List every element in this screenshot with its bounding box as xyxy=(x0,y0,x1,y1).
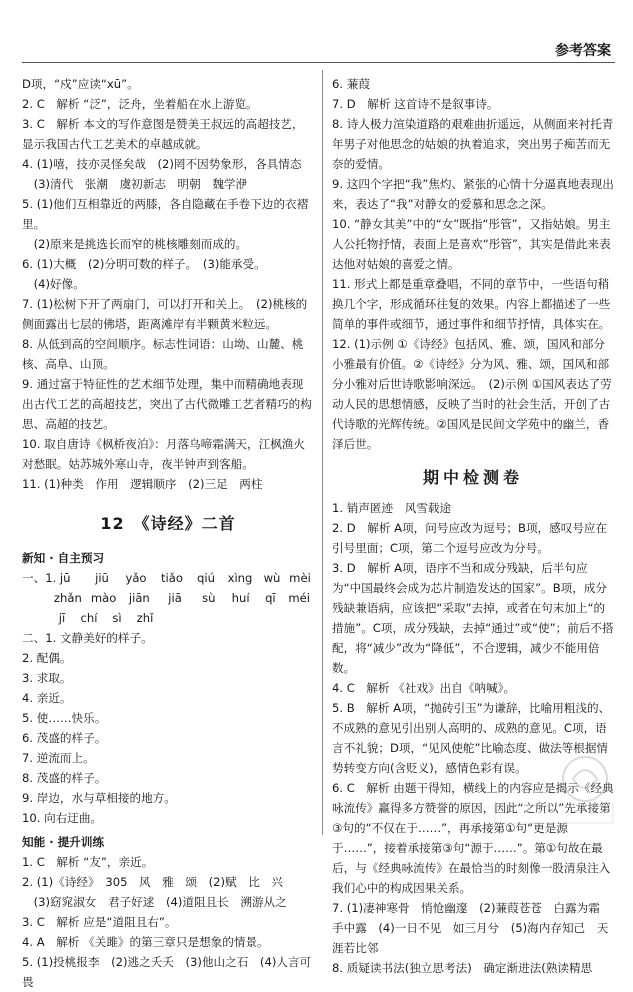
answer-item: 3. D 解析 A项，语序不当和成分残缺，后半句应为“中国最终会成为芯片制造发达的国家”。B项，成分残缺兼语病，应该把“采取”去掉，或者在句末加上“的措施”。C项，成分残缺，去掉“通过”或“使”；前后不搭配，将“减少”改为“降低”，不合逻辑，减少不能用倍数。 xyxy=(332,561,614,675)
list-item: 3. 求取。 xyxy=(22,671,72,685)
pinyin-cell: jiū xyxy=(95,571,109,585)
answer-item: 12. (1)示例 ①《诗经》包括风、雅、颂，国风和部分小雅最有价值。②《诗经》分为风、雅、颂，国风和部分小雅对后世诗歌影响深远。 (2)示例 ①国风表达了劳动人民的思想情感，反映了当时的社会生活，开创了古代诗歌的光辉传统。②国风是民间文学苑中的幽兰，香泽后世。 xyxy=(332,337,612,451)
right-column xyxy=(332,74,614,978)
pinyin-cell: méi xyxy=(288,591,310,605)
list-item: 2. 配偶。 xyxy=(22,651,72,665)
answer-item: 1. 销声匿迹 风雪载途 xyxy=(332,501,452,515)
training-list xyxy=(22,852,314,992)
answer-item: 2. D 解析 A项，问号应改为逗号；B项，感叹号应在引号里面；C项，第二个逗号应改为分号。 xyxy=(332,521,608,555)
pinyin-cell: chí xyxy=(80,611,98,625)
pinyin-cell: jiā xyxy=(168,591,182,605)
pinyin-row xyxy=(22,568,314,588)
pinyin-cell: wù xyxy=(263,571,281,585)
header-rule xyxy=(22,62,615,63)
pinyin-cell: huí xyxy=(231,591,250,605)
pinyin-cell: mào xyxy=(90,591,117,605)
pinyin-cell: sì xyxy=(112,611,122,625)
list-item: 8. 茂盛的样子。 xyxy=(22,771,107,785)
answer-item: 10. “静女其美”中的“女”既指“彤管”，又指姑娘。男主人公托物抒情，表面上是喜欢“彤管”，其实是借此来表达他对姑娘的喜爱之情。 xyxy=(332,217,611,271)
answer-item: 4. (1)嘻，技亦灵怪矣哉 (2)罔不因势象形，各具情态 xyxy=(22,157,302,171)
answer-item: 9. 这四个字把“我”焦灼、紧张的心情十分逼真地表现出来，表达了“我”对静女的爱慕和思念之深。 xyxy=(332,177,614,211)
answer-item: 7. (1)松树下开了两扇门，可以打开和关上。 (2)桃核的侧面露出七层的佛塔，距离滩岸有半颗黄米粒远。 xyxy=(22,297,308,331)
column-divider xyxy=(322,70,323,835)
list-item: 1. C 解析 “友”，亲近。 xyxy=(22,855,154,869)
answer-item: 4. C 解析 《社戏》出自《呐喊》。 xyxy=(332,681,516,695)
section-title: 12 《诗经》二首 xyxy=(100,514,236,533)
section-title: 期中检测卷 xyxy=(422,468,523,487)
list-item: 9. 岸边，水与草相接的地方。 xyxy=(22,791,176,805)
pinyin-cell: tiǎo xyxy=(161,571,183,585)
list-item: 2. (1)《诗经》 305 风 雅 颂 (2)赋 比 兴 xyxy=(22,875,284,889)
exam-list xyxy=(332,498,614,978)
answer-item: 10. 取自唐诗《枫桥夜泊》：月落乌啼霜满天，江枫渔火对愁眠。姑苏城外寒山寺，夜半钟声到客船。 xyxy=(22,437,305,471)
answer-item: D项，“戍”应读“xū”。 xyxy=(22,77,139,91)
list-item: 5. (1)投桃报李 (2)逃之夭夭 (3)他山之石 (4)人言可畏 xyxy=(22,955,312,989)
left-column xyxy=(22,74,314,992)
answer-item: 5. B 解析 A项，“抛砖引玉”为谦辞，比喻用粗浅的、不成熟的意见引出别人高明的、成熟的意见。C项，语言不礼貌；D项，“见风使舵”比喻态度、做法等根据情势转变方向(含贬义)，感情色彩有误。 xyxy=(332,701,611,775)
list-item: 7. 逆流而上。 xyxy=(22,751,95,765)
list-item: 10. 向右迂曲。 xyxy=(22,811,103,825)
pinyin-cell: zhǎn xyxy=(53,591,82,605)
pinyin-row xyxy=(22,608,314,628)
pinyin-cell: qī xyxy=(265,591,276,605)
pinyin-row xyxy=(22,588,314,608)
watermark-logo xyxy=(489,749,619,827)
list-item: 5. 使……快乐。 xyxy=(22,711,107,725)
answer-item: 6. (1)大概 (2)分明可数的样子。 (3)能承受。 xyxy=(22,257,266,271)
answer-item: (4)好像。 xyxy=(22,277,85,291)
list-item: 3. C 解析 应是“道阻且右”。 xyxy=(22,915,177,929)
page-header xyxy=(0,0,633,60)
pinyin-cell: jiān xyxy=(128,591,150,605)
answer-item: 7. D 解析 这首诗不是叙事诗。 xyxy=(332,97,499,111)
answer-item: 2. C 解析 “泛”，泛舟，坐着船在水上游览。 xyxy=(22,97,258,111)
answer-item: 6. 蒹葭 xyxy=(332,77,370,91)
pinyin-cell: yǎo xyxy=(125,571,147,585)
list-item: 4. A 解析 《关雎》的第三章只是想象的情景。 xyxy=(22,935,269,949)
prep-list xyxy=(22,628,314,828)
answer-item: (2)原来是挑选长而窄的桃核雕刻而成的。 xyxy=(22,237,248,251)
answer-item: 11. (1)种类 作用 逻辑顺序 (2)三足 两柱 xyxy=(22,477,263,491)
pinyin-block xyxy=(22,568,314,628)
subheading-preview: 新知 · 自主预习 xyxy=(22,551,105,565)
pinyin-cell: xìng xyxy=(227,571,253,585)
left-top-list xyxy=(22,74,314,494)
answer-item: 8. 从低到高的空间顺序。标志性词语：山坳、山麓、桃核、高阜、山顶。 xyxy=(22,337,304,371)
header-title: 参考答案 xyxy=(555,43,611,59)
subheading-training: 知能 · 提升训练 xyxy=(22,835,105,849)
answer-item: (3)清代 张潮 虞初新志 明朝 魏学洢 xyxy=(22,177,248,191)
pinyin-cell: 一、1. jū xyxy=(22,571,71,585)
list-item: 4. 亲近。 xyxy=(22,691,72,705)
list-item: 6. 茂盛的样子。 xyxy=(22,731,107,745)
answer-item: 11. 形式上都是重章叠唱，不同的章节中，一些语句稍换几个字，形成循环往复的效果。内容上都描述了一些简单的事件或细节，通过事件和细节抒情，具体实在。 xyxy=(332,277,611,331)
right-top-list xyxy=(332,74,614,454)
pinyin-cell: qiú xyxy=(197,571,215,585)
pinyin-cell: mèi xyxy=(289,571,311,585)
answer-item: 8. 质疑读书法(独立思考法) 确定渐进法(熟读精思 xyxy=(332,961,593,975)
answer-item: 5. (1)他们互相靠近的两膝，各自隐藏在手卷下边的衣褶里。 xyxy=(22,197,309,231)
answer-item: 6. C 解析 由题干得知，横线上的内容应是揭示《经典咏流传》赢得多方赞誉的原因，因此“之所以”先承接第③句的“不仅在于……”，再承接第①句“更是源于……”，接着承接第③句“源于……”。第①句故在最后，与《经典咏流传》在最恰当的时刻像一股清泉注入我们心中的构成因果关系。 xyxy=(332,781,614,895)
answer-item: 7. (1)凄神寒骨 悄怆幽邃 (2)蒹葭苍苍 白露为霜 手中露 (4)一日不见 如三月兮 (5)海内存知己 天涯若比邻 xyxy=(332,901,612,955)
answer-item: 3. C 解析 本文的写作意图是赞美王叔远的高超技艺，显示我国古代工艺美术的卓越成就。 xyxy=(22,117,304,151)
list-item: 二、1. 文静美好的样子。 xyxy=(22,631,153,645)
answer-item: 8. 诗人极力渲染道路的艰难曲折遥远，从侧面来衬托青年男子对他思念的姑娘的执着追求，突出男子痴苦而无奈的爱情。 xyxy=(332,117,614,171)
pinyin-cell: sù xyxy=(202,591,216,605)
pinyin-cell: zhǐ xyxy=(136,611,154,625)
list-item: (3)窈窕淑女 君子好逑 (4)道阻且长 溯游从之 xyxy=(22,895,287,909)
answer-item: 9. 通过富于特征性的艺术细节处理，集中而精确地表现出古代工艺的高超技艺，突出了古代微雕工艺者精巧的构思、高超的技艺。 xyxy=(22,377,312,431)
pinyin-cell: jī xyxy=(58,611,66,625)
